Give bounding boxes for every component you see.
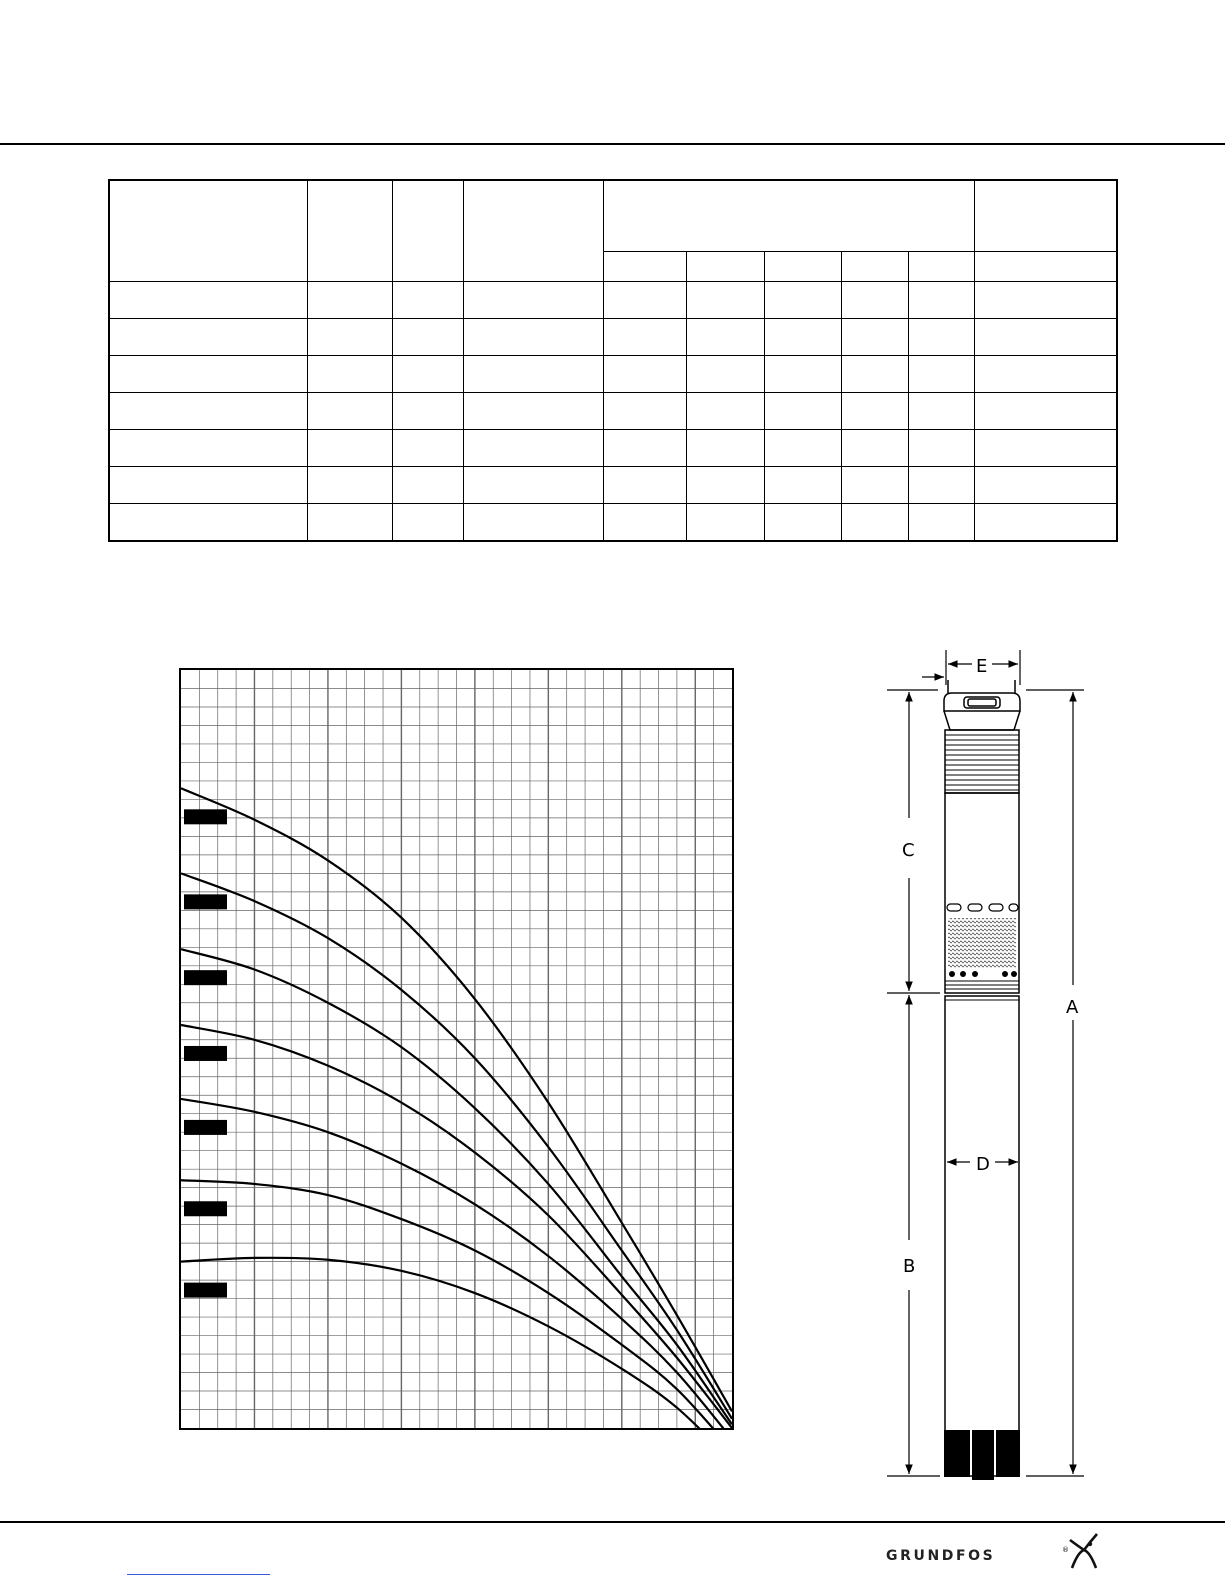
footer-rule — [0, 1521, 1225, 1523]
dimension-lines — [887, 650, 1084, 1476]
footer-link[interactable] — [127, 1573, 270, 1575]
brand-logo — [886, 1532, 1101, 1572]
inlet-slots — [947, 904, 1018, 911]
dimension-label-e: E — [976, 656, 988, 677]
brand-name: GRUNDFOS — [886, 1548, 996, 1564]
dimension-label-c: C — [902, 840, 915, 861]
dimension-label-b: B — [903, 1256, 916, 1277]
thread-lines — [945, 735, 1019, 790]
grundfos-man-icon — [1068, 1532, 1100, 1570]
pump-body — [944, 680, 1020, 1480]
motor-base — [944, 1430, 1020, 1480]
registered-mark: ® — [1062, 1546, 1069, 1554]
inlet-holes — [949, 971, 1017, 977]
dimension-label-d: D — [976, 1154, 990, 1175]
inlet-screen — [948, 918, 1016, 968]
dimension-label-a: A — [1066, 997, 1079, 1018]
